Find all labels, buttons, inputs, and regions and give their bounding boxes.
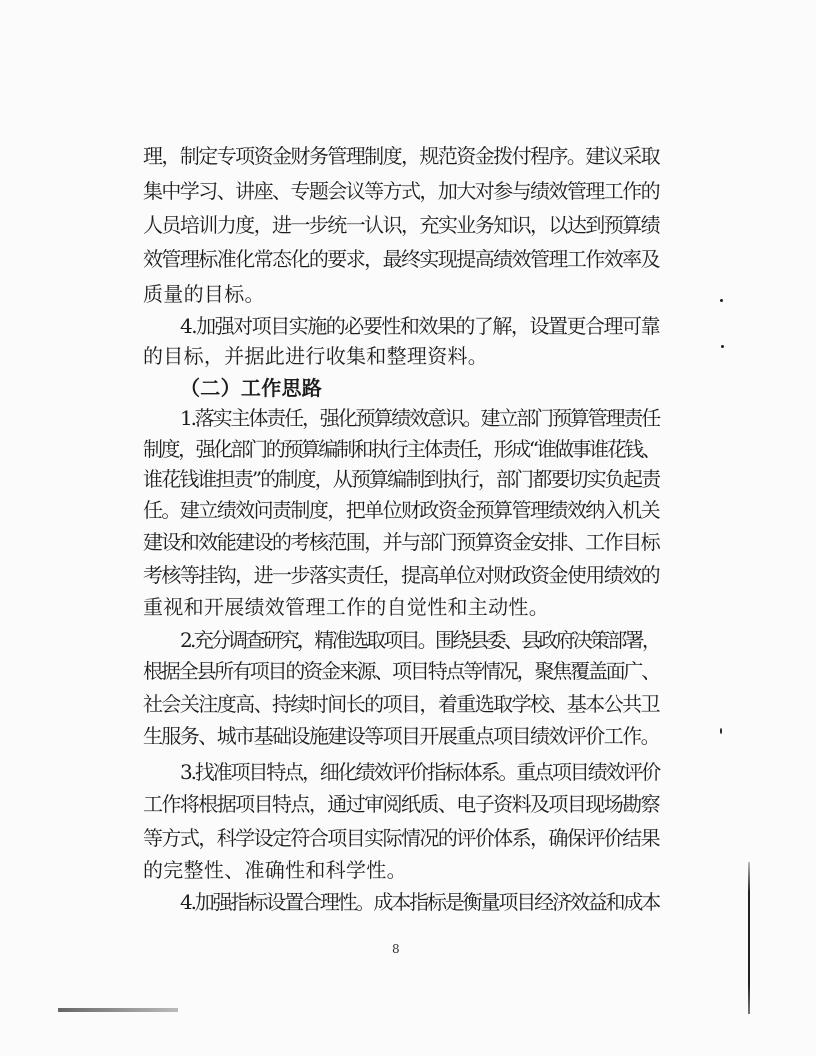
text-line: 谁花钱谁担责”的制度，从预算编制到执行，部门都要切实负起责 — [143, 467, 660, 491]
text-line: 考核等挂钩，进一步落实责任，提高单位对财政资金使用绩效的 — [143, 563, 659, 587]
text-line: 生服务、城市基础设施建设等项目开展重点项目绩效评价工作。 — [143, 724, 659, 748]
text-line: 2.充分调查研究，精准选取项目。围绕县委、县政府决策部署， — [180, 628, 660, 652]
scan-edge-shadow — [58, 1008, 178, 1012]
scan-speck — [720, 299, 723, 302]
text-line: 等方式，科学设定符合项目实际情况的评价体系，确保评价结果 — [143, 826, 659, 850]
text-line: 1.落实主体责任，强化预算绩效意识。建立部门预算管理责任 — [180, 406, 660, 430]
text-line: 任。建立绩效问责制度，把单位财政资金预算管理绩效纳入机关 — [143, 498, 659, 522]
text-line: 效管理标准化常态化的要求，最终实现提高绩效管理工作效率及 — [143, 247, 659, 271]
text-line: 重视和开展绩效管理工作的自觉性和主动性。 — [143, 595, 549, 619]
text-line: 的目标，并据此进行收集和整理资料。 — [143, 344, 489, 368]
text-line: 4.加强指标设置合理性。成本指标是衡量项目经济效益和成本 — [180, 890, 660, 914]
scan-speck — [720, 728, 722, 734]
text-line: 制度，强化部门的预算编制和执行主体责任，形成“谁做事谁花钱、 — [143, 437, 660, 461]
scan-speck — [721, 345, 724, 348]
text-line: 3.找准项目特点，细化绩效评价指标体系。重点项目绩效评价 — [180, 760, 660, 784]
text-line: 人员培训力度，进一步统一认识，充实业务知识，以达到预算绩 — [143, 213, 659, 237]
text-line: 工作将根据项目特点，通过审阅纸质、电子资料及项目现场勘察 — [143, 792, 659, 816]
text-line: 建设和效能建设的考核范围，并与部门预算资金安排、工作目标 — [143, 530, 659, 554]
text-line: 理，制定专项资金财务管理制度，规范资金拨付程序。建议采取 — [143, 144, 659, 168]
text-line: 社会关注度高、持续时间长的项目，着重选取学校、基本公共卫 — [143, 692, 659, 716]
text-line: 根据全县所有项目的资金来源、项目特点等情况，聚焦覆盖面广、 — [143, 659, 659, 683]
text-line: 4.加强对项目实施的必要性和效果的了解，设置更合理可靠 — [180, 314, 660, 338]
scan-edge-shadow — [748, 862, 750, 1014]
text-line: 的完整性、准确性和科学性。 — [143, 858, 407, 882]
text-line: 集中学习、讲座、专题会议等方式，加大对参与绩效管理工作的 — [143, 179, 659, 203]
section-heading: （二）工作思路 — [180, 376, 323, 400]
page-number: 8 — [392, 942, 400, 956]
text-line: 质量的目标。 — [143, 282, 265, 306]
